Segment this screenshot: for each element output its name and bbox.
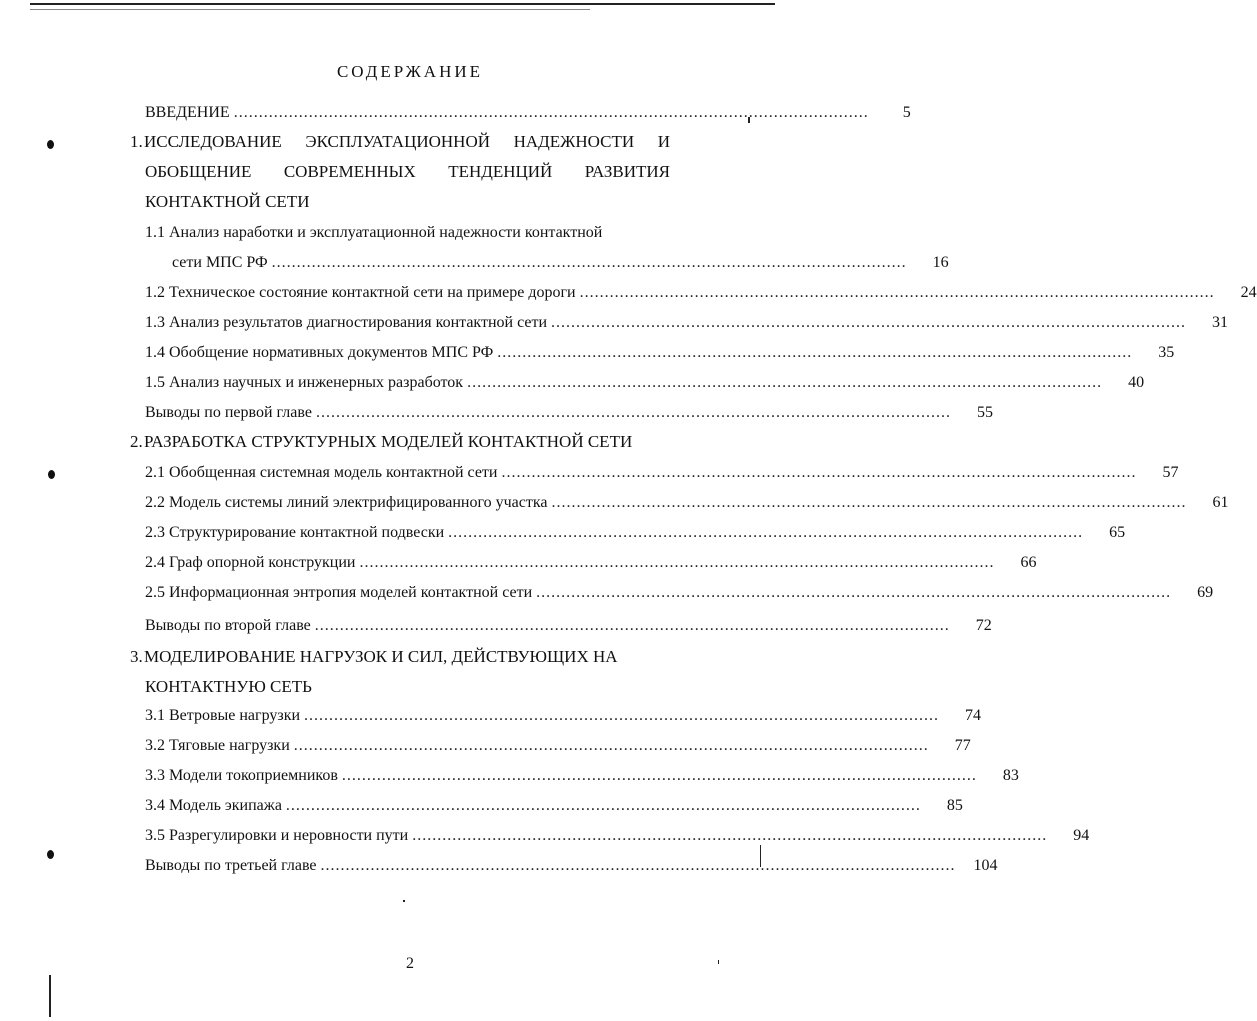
dot-leader: ............................................................................................................................... bbox=[315, 404, 951, 421]
toc-entry-label: 1.5 Анализ научных и инженерных разработок bbox=[145, 374, 464, 391]
scan-speck bbox=[403, 900, 405, 902]
chapter-number: 1. bbox=[130, 132, 143, 151]
dot-leader: ............................................................................................................................... bbox=[233, 104, 869, 121]
chapter-number: 3. bbox=[130, 647, 143, 666]
binding-hole-mark bbox=[47, 140, 54, 149]
toc-entry bbox=[145, 371, 1145, 395]
dot-leader: ............................................................................................................................... bbox=[285, 797, 921, 814]
toc-entry-page: 77 bbox=[954, 737, 971, 754]
dot-leader: ............................................................................................................................... bbox=[359, 554, 995, 571]
toc-entry bbox=[145, 401, 993, 425]
dot-leader: ............................................................................................................................... bbox=[271, 254, 907, 271]
scan-edge-line bbox=[30, 3, 775, 5]
toc-entry-page: 35 bbox=[1158, 344, 1175, 361]
toc-entry-label: Выводы по третьей главе bbox=[145, 857, 317, 874]
toc-entry-label: Выводы по первой главе bbox=[145, 404, 312, 421]
toc-entry bbox=[145, 614, 992, 638]
chapter-1-heading-line2: ОБОБЩЕНИЕ СОВРЕМЕННЫХ ТЕНДЕНЦИЙ РАЗВИТИЯ bbox=[145, 162, 670, 181]
dot-leader: ............................................................................................................................... bbox=[341, 767, 977, 784]
toc-entry-label: ВВЕДЕНИЕ bbox=[145, 104, 230, 121]
toc-entry bbox=[145, 581, 1214, 605]
chapter-title: РАЗРАБОТКА СТРУКТУРНЫХ МОДЕЛЕЙ КОНТАКТНОЙ СЕТИ bbox=[144, 432, 633, 451]
chapter-1-heading-line3: КОНТАКТНОЙ СЕТИ bbox=[145, 192, 310, 211]
toc-entry-page: 5 bbox=[902, 104, 911, 121]
toc-entry-page: 24 bbox=[1240, 284, 1257, 301]
dot-leader: ............................................................................................................................... bbox=[497, 344, 1133, 361]
toc-entry bbox=[145, 764, 1019, 788]
toc-entry bbox=[145, 794, 963, 818]
toc-entry-page: 31 bbox=[1212, 314, 1229, 331]
toc-entry-intro bbox=[145, 101, 911, 125]
toc-entry-page: 69 bbox=[1197, 584, 1214, 601]
toc-entry bbox=[145, 824, 1090, 848]
chapter-3-heading-line1 bbox=[130, 642, 670, 672]
scan-edge-line-secondary bbox=[30, 9, 590, 10]
toc-entry-label: 2.1 Обобщенная системная модель контактной сети bbox=[145, 464, 498, 481]
chapter-title: МОДЕЛИРОВАНИЕ НАГРУЗОК И СИЛ, ДЕЙСТВУЮЩИХ НА bbox=[144, 647, 618, 666]
toc-entry bbox=[145, 734, 971, 758]
toc-entry-page: 55 bbox=[976, 404, 993, 421]
toc-entry bbox=[145, 461, 1179, 485]
toc-entry-label: 1.4 Обобщение нормативных документов МПС РФ bbox=[145, 344, 494, 361]
dot-leader: ............................................................................................................................... bbox=[551, 314, 1187, 331]
toc-entry bbox=[145, 521, 1126, 545]
toc-title: СОДЕРЖАНИЕ bbox=[336, 62, 484, 81]
dot-leader: ............................................................................................................................... bbox=[551, 494, 1187, 511]
chapter-2-heading bbox=[130, 427, 670, 457]
toc-entry bbox=[145, 281, 1257, 305]
dot-leader: ............................................................................................................................... bbox=[314, 617, 950, 634]
toc-entry bbox=[145, 854, 998, 878]
binding-hole-mark bbox=[47, 850, 54, 859]
toc-entry-label: 2.2 Модель системы линий электрифицированного участка bbox=[145, 494, 548, 511]
toc-entry bbox=[145, 491, 1229, 515]
dot-leader: ............................................................................................................................... bbox=[448, 524, 1084, 541]
dot-leader: ............................................................................................................................... bbox=[501, 464, 1137, 481]
chapter-number: 2. bbox=[130, 432, 143, 451]
binding-hole-mark bbox=[48, 470, 55, 479]
toc-entry bbox=[145, 704, 982, 728]
toc-entry-1-1 bbox=[172, 251, 949, 275]
toc-entry-label: 2.3 Структурирование контактной подвески bbox=[145, 524, 445, 541]
toc-entry-label: 1.3 Анализ результатов диагностирования контактной сети bbox=[145, 314, 548, 331]
toc-entry-page: 83 bbox=[1002, 767, 1019, 784]
toc-entry-label: 3.5 Разрегулировки и неровности пути bbox=[145, 827, 409, 844]
toc-entry-page: 94 bbox=[1073, 827, 1090, 844]
toc-entry-page: 74 bbox=[965, 707, 982, 724]
toc-entry-page: 85 bbox=[946, 797, 963, 814]
toc-entry-1-1-line1: 1.1 Анализ наработки и эксплуатационной надежности контактной bbox=[145, 224, 603, 241]
toc-entry bbox=[145, 311, 1229, 335]
toc-entry-label: 1.2 Техническое состояние контактной сети на примере дороги bbox=[145, 284, 576, 301]
toc-entry-page: 16 bbox=[932, 254, 949, 271]
toc-entry-page: 104 bbox=[973, 857, 998, 874]
chapter-1-heading-line1 bbox=[130, 127, 670, 157]
toc-entry-label: 2.4 Граф опорной конструкции bbox=[145, 554, 356, 571]
toc-entry-label: 3.3 Модели токоприемников bbox=[145, 767, 338, 784]
dot-leader: ............................................................................................................................... bbox=[320, 857, 956, 874]
toc-entry-page: 72 bbox=[975, 617, 992, 634]
toc-entry-label: 3.2 Тяговые нагрузки bbox=[145, 737, 290, 754]
toc-entry-label: сети МПС РФ bbox=[172, 254, 268, 271]
dot-leader: ............................................................................................................................... bbox=[304, 707, 940, 724]
dot-leader: ............................................................................................................................... bbox=[536, 584, 1172, 601]
toc-entry-label: Выводы по второй главе bbox=[145, 617, 311, 634]
toc-entry-page: 65 bbox=[1109, 524, 1126, 541]
toc-entry-label: 3.4 Модель экипажа bbox=[145, 797, 282, 814]
toc-entry-page: 66 bbox=[1020, 554, 1037, 571]
chapter-title: ИССЛЕДОВАНИЕ ЭКСПЛУАТАЦИОННОЙ НАДЕЖНОСТИ И bbox=[144, 132, 670, 151]
scan-line-mark bbox=[49, 975, 51, 1017]
dot-leader: ............................................................................................................................... bbox=[579, 284, 1215, 301]
dot-leader: ............................................................................................................................... bbox=[293, 737, 929, 754]
dot-leader: ............................................................................................................................... bbox=[467, 374, 1103, 391]
toc-entry-page: 57 bbox=[1162, 464, 1179, 481]
page-number: 2 bbox=[406, 955, 414, 972]
dot-leader: ............................................................................................................................... bbox=[412, 827, 1048, 844]
toc-entry-label: 3.1 Ветровые нагрузки bbox=[145, 707, 301, 724]
toc-entry bbox=[145, 551, 1037, 575]
toc-entry bbox=[145, 341, 1175, 365]
toc-entry-page: 61 bbox=[1212, 494, 1229, 511]
chapter-3-heading-line2: КОНТАКТНУЮ СЕТЬ bbox=[145, 677, 312, 696]
toc-entry-page: 40 bbox=[1128, 374, 1145, 391]
toc-entry-label: 2.5 Информационная энтропия моделей контактной сети bbox=[145, 584, 533, 601]
